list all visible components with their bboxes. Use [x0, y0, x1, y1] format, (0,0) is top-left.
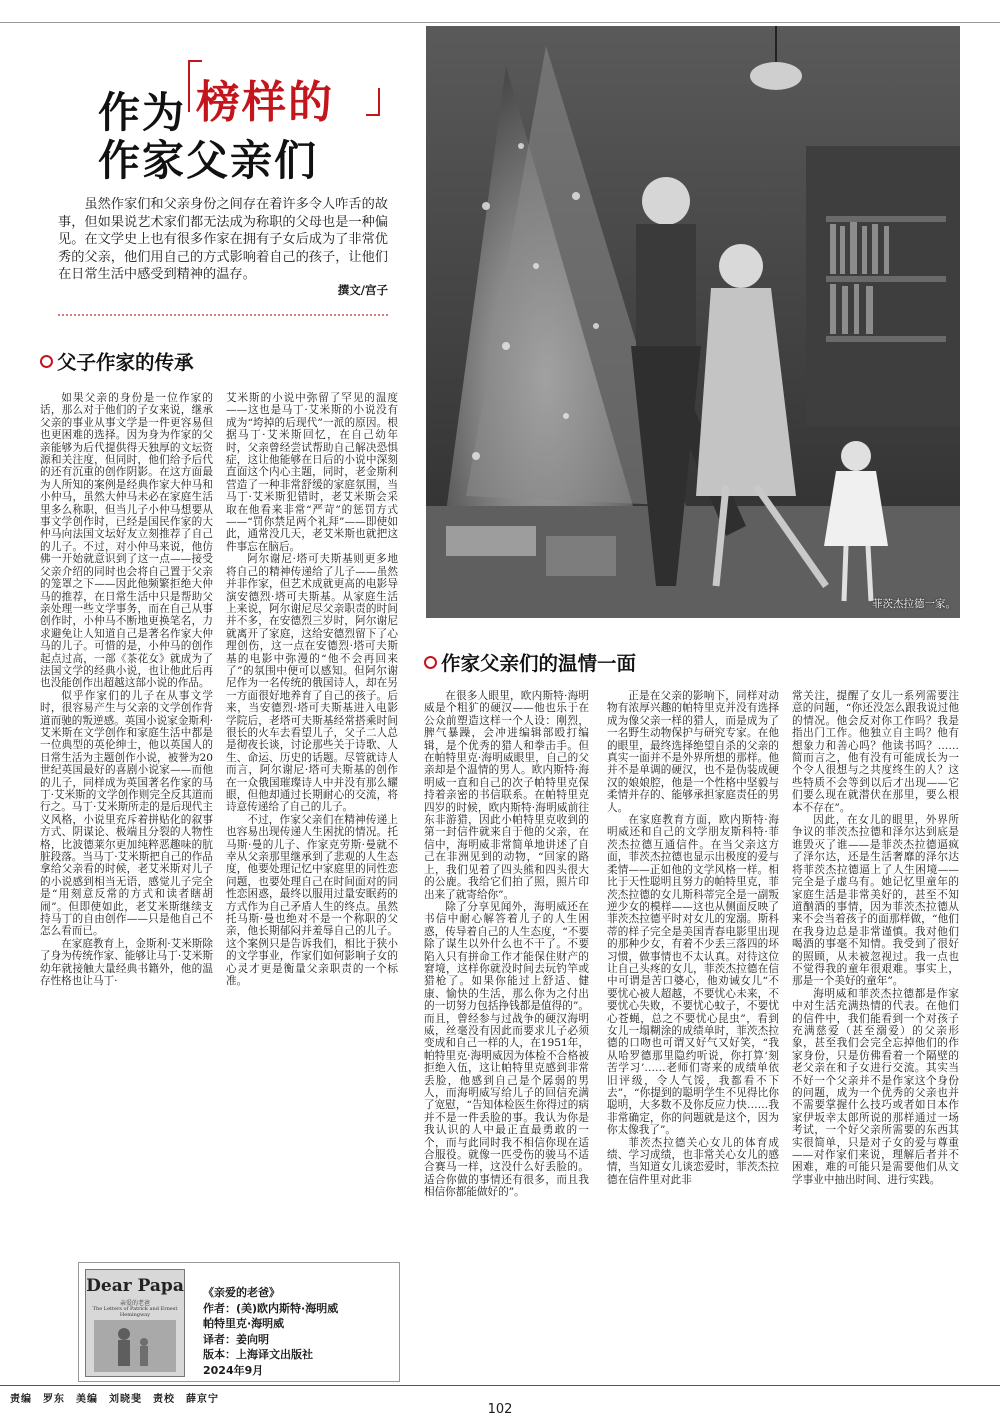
family-photo [426, 26, 960, 618]
book-author: 作者：(美)欧内斯特·海明威 [203, 1301, 339, 1315]
book-cover-subtitle-cn: 亲爱的老爸 [119, 1300, 150, 1307]
book-title: 《亲爱的老爸》 [203, 1286, 280, 1299]
paragraph: 似乎作家们的儿子在从事文学时，很容易产生与父亲的文学创作背道而驰的叛逆感。英国小说家金斯利·艾米斯在文学创作和家庭生活中都是一位典型的英伦绅士，他以英国人的日常生活为主题创作小说，被誉为20世纪英国最好的喜剧小说家——而他的儿子，同样成为英国著名作家的马丁·艾米斯的文学创作则完全反其道而行之。马丁·艾米斯所走的是后现代主义风格，小说里充斥着拼贴化的叙事方式、阴谋论、极端且分裂的人物性格，比波德莱尔更加纯粹恶趣味的肮脏段落。当马丁·艾米斯把自己的作品拿给父亲看的时候，老艾米斯对儿子的小说感到相当无语，感觉儿子完全是“用刻意反常的方式和读者瞎胡闹”。但即使如此，老艾米斯继续支持马丁的自由创作——只是他自己不怎么看而已。 [40, 689, 213, 938]
title-bracket-right [366, 88, 380, 116]
paragraph: 艾米斯的小说中弥留了罕见的温度——这也是马丁·艾米斯的小说没有成为“垮掉的后现代”一派的原因。根据马丁·艾米斯回忆，在自己幼年时，父亲曾经尝试帮助自己解决恐惧症，这让他能够在日后的小说中深刻直面这个内心主题，同时，老金斯利营造了一种非常舒缓的家庭氛围，当马丁·艾米斯犯错时，老艾米斯会采取在他看来非常“严苛”的惩罚方式——“罚你禁足两个礼拜”——即使如此，通常没几天，老艾米斯也就把这件事忘在脑后。 [226, 392, 398, 553]
paragraph: 不过，作家父亲们在精神传递上也容易出现传递人生困扰的情况。托马斯·曼的儿子、作家克劳斯·曼就不幸从父亲那里继承到了悲观的人生态度，他要处理记忆中家庭里的同性恋问题，也要处理自己在时间面对的同性恋困惑，最终以服用过量安眠药的方式作为自己矛盾人生的终点。虽然托马斯·曼也绝对不是一个称职的父亲，他长期郁闷并羞辱自己的儿子。这个案例只是告诉我们，相比于狭小的文学事业，作家们如何影响子女的心灵才更是衡量父亲职责的一个标准。 [226, 813, 398, 988]
paragraph: 阿尔谢尼·塔可夫斯基则更多地将自己的精神传递给了儿子——虽然并非作家，但艺术成就更高的电影导演安德烈·塔可夫斯基。从家庭生活上来说，阿尔谢尼尽父亲职责的时间并不多，在安德烈三岁时，阿尔谢尼就离开了家庭，这给安德烈留下了心理创伤，这一点在安德烈·塔可夫斯基的电影中弥漫的“他不会再回来了”的氛围中便可以感知。但阿尔谢尼作为一名传统的俄国诗人，却在另一方面很好地养育了自己的孩子。后来，当安德烈·塔可夫斯基进入电影学院后，老塔可夫斯基经常搭乘时间很长的火车去看望儿子，父子二人总是彻夜长谈，讨论那些关于诗歌、人生、命运、历史的话题。尽管就诗人而言，阿尔谢尼·塔可夫斯基的创作在一众俄国璀璨诗人中并没有那么耀眼，但他却通过长期耐心的交流，将诗意传递给了自己的儿子。 [226, 553, 398, 814]
text-column-4 [607, 690, 779, 1374]
article-title [98, 62, 398, 185]
paragraph: 在家庭教育上，金斯利·艾米斯除了身为传统作家、能够让马丁·艾米斯幼年就接触大量经典书籍外，他的温存性格也让马丁· [40, 937, 213, 988]
section-heading-1-text: 父子作家的传承 [57, 351, 194, 374]
photo-caption: 菲茨杰拉德一家。 [872, 598, 956, 610]
top-rule [0, 22, 1000, 23]
paragraph: 在很多人眼里，欧内斯特·海明威是个粗犷的硬汉——他也乐于在公众前塑造这样一个人设：刚烈，脾气暴躁，会冲进编辑部殴打编辑，是个优秀的猎人和拳击手。但在帕特里克·海明威眼里，自己的父亲却是个温情的男人。欧内斯特·海明威一直和自己的次子帕特里克保持着亲密的书信联系。在帕特里克四岁的时候，欧内斯特·海明威前往东非游猎，因此小帕特里克收到的第一封信件就来自于他的父亲，在信中，海明威非常简单地讲述了自己在非洲见到的动物，“回家的路上，我们见着了四头熊和四头很大的公鹿。我给它们拍了照，照片印出来了就寄给你”。 [424, 690, 589, 901]
book-publisher: 版本：上海译文出版社 [203, 1348, 313, 1361]
paragraph: 除了分享见闻外，海明威还在书信中耐心解答着儿子的人生困惑，传导着自己的人生态度，“不要除了谋生以外什么也不干了。不要陷入只有拼命工作才能保住财产的窘境，这样你就没时间去玩钓竿或猎枪了。如果你能过上舒适、健康、愉快的生活，那么你为之付出的一切努力包括挣钱都是值得的”。而且，曾经参与过战争的硬汉海明威，丝毫没有因此而要求儿子必须变成和自己一样的人，在1951年，帕特里克·海明威因为体检不合格被拒绝入伍，这让帕特里克感到非常丢脸，他感到自己是个孱弱的男人，而海明威写给儿子的回信充满了宽慰，“告知体检医生你得过的病并不是一件丢脸的事。我认为你是我认识的人中最正直最勇敢的一个，而与此同时我不相信你现在适合服役。就像一匹受伤的骏马不适合赛马一样，这没什么好丢脸的。适合你做的事情还有很多，而且我相信你都能做好的”。 [424, 900, 589, 1199]
paragraph: 海明威和菲茨杰拉德都是作家中对生活充满热情的代表。在他们的信件中，我们能看到一个对孩子充满慈爱（甚至溺爱）的父亲形象，甚至我们会完全忘掉他们的作家身份，只是仿佛看着一个隔壁的老父亲在和子女进行交流。其实当不好一个父亲并不是作家这个身份的问题，成为一个优秀的父亲也并不需要掌握什么技巧或者如日本作家伊坂幸太郎所说的那样通过一场考试，一个好父亲所需要的东西其实很简单，只是对子女的爱与尊重——对作家们来说，理解后者并不困难，难的可能只是需要他们从文学事业中抽出时间、进行实践。 [792, 987, 959, 1186]
paragraph: 菲茨杰拉德关心女儿的体育成绩、学习成绩，也非常关心女儿的感情，当知道女儿谈恋爱时，菲茨杰拉德在信件里对此非 [607, 1136, 779, 1186]
text-column-3 [424, 690, 589, 1374]
section-heading-1 [40, 347, 194, 375]
book-cover [85, 1269, 185, 1377]
paragraph: 常关注，提醒了女儿一系列需要注意的问题，“你还没怎么跟我说过他的情况。他会反对你工作吗？我是指出门工作。他独立自主吗？他有想象力和善心吗？他读书吗？……简而言之，他有没有可能成长为一个令人很想与之共度终生的人？这些特质不会等到以后才出现——它们要么现在就潜伏在那里，要么根本不存在”。 [792, 690, 959, 814]
book-date: 2024年9月 [203, 1363, 264, 1377]
circle-bullet-icon [40, 355, 53, 368]
text-column-2 [226, 392, 398, 1274]
text-column-5 [792, 690, 959, 1374]
title-highlight: 榜样的 [196, 77, 334, 128]
book-cover-subtitle-en: The Letters of Patrick and Ernest Hemingway [92, 1306, 178, 1318]
photo-illustration [426, 26, 960, 618]
book-details [203, 1285, 393, 1378]
book-cover-title: Dear Papa [86, 1276, 184, 1296]
page-number: 102 [487, 1402, 513, 1417]
editor-credits: 责编 罗东 美编 刘晓斐 责校 薛京宁 [10, 1394, 219, 1405]
byline: 撰文/宫子 [337, 283, 388, 297]
circle-bullet-icon [424, 656, 437, 669]
paragraph: 正是在父亲的影响下，同样对动物有浓厚兴趣的帕特里克并没有选择成为像父亲一样的猎人，而是成为了一名野生动物保护与研究专家。在他的眼里，最终选择绝望自杀的父亲的真实一面并不是外界所想的那样。他并不是单调的硬汉，也不是伪装成硬汉的娘娘腔，他是一个性格中坚毅与柔情并存的、能够承担家庭责任的男人。 [607, 690, 779, 814]
lead-paragraph: 虽然作家们和父亲身份之间存在着许多令人咋舌的故事，但如果说艺术家们都无法成为称职的父母也是一种偏见。在文学史上也有很多作家在拥有子女后成为了非常优秀的父亲，他们用自己的方式影响着自己的孩子，让他们在日常生活中感受到精神的温存。 [58, 197, 388, 283]
book-info-box [78, 1262, 400, 1382]
paragraph: 如果父亲的身份是一位作家的话，那么对于他们的子女来说，继承父亲的事业从事文学是一件更容易但也更困难的选择。因为身为作家的父亲能够为后代提供得天独厚的文坛资源和关注度，但同时，他们给予后代的还有沉重的创作阴影。在这方面最为人所知的案例是经典作家大仲马和小仲马，虽然大仲马未必在家庭生活里多么称职，但当儿子小仲马想要从事文学创作时，已经是国民作家的大仲马向法国文坛好友立刻推荐了自己的儿子。不过，对小仲马来说，他仿佛一开始就意识到了这一点——接受父亲介绍的同时也会将自己置于父亲的笼罩之下——因此他频繁拒绝大仲马的推荐，在日常生活中只是帮助父亲处理一些文学事务，而在自己从事创作时，小仲马不断地更换笔名，力求避免让人知道自己是著名作家大仲马的儿子。可惜的是，小仲马的创作起点过高，一部《茶花女》就成为了法国文学的经典小说，也让他此后再也没能创作出超越这部小说的作品。 [40, 392, 213, 690]
title-line-2: 作家父亲们 [98, 136, 319, 185]
paragraph: 因此，在女儿的眼里，外界所争议的菲茨杰拉德和泽尔达到底是谁毁灭了谁——是菲茨杰拉德逼疯了泽尔达，还是生活奢靡的泽尔达将菲茨杰拉德逼上了人生困境——完全是子虚乌有。她记忆里童年的家庭生活是非常美好的，甚至不知道酗酒的事情，因为菲茨杰拉德从来不会当着孩子的面那样做，“他们在我身边总是非常谨慎。我对他们喝酒的事毫不知情。我受到了很好的照顾，从未被忽视过。我一点也不觉得我的童年很艰难。事实上，那是一个美好的童年”。 [792, 814, 959, 988]
section-heading-2-text: 作家父亲们的温情一面 [441, 652, 637, 675]
dotted-divider [58, 314, 388, 316]
text-column-1 [40, 392, 213, 1274]
section-heading-2 [424, 648, 636, 676]
book-cover-photo [86, 1316, 184, 1376]
book-translator: 译者：姜向明 [203, 1332, 269, 1346]
paragraph: 在家庭教育方面，欧内斯特·海明威还和自己的文学朋友斯科特·菲茨杰拉德互通信件。在当父亲这方面，菲茨杰拉德也显示出极度的爱与柔情——正如他的文学风格一样。相比于天性聪明且努力的帕特里克，菲茨杰拉德的女儿斯科蒂完全是一副叛逆少女的模样——这也从侧面反映了菲茨杰拉德平时对女儿的宠溺。斯科蒂的样子完全是美国青春电影里出现的那种少女，有着不少丢三落四的坏习惯，做事情也不太认真。对待这位让自己头疼的女儿，菲茨杰拉德在信中可谓是苦口婆心，他劝诫女儿“不要忧心被人超越，不要忧心未来，不要忧心失败，不要忧心蚊子，不要忧心苍蝇，总之不要忧心昆虫”，看到女儿一塌糊涂的成绩单时，菲茨杰拉德的口吻也可谓又好气又好笑，“我从哈罗德那里隐约听说，你打算‘刻苦学习’……老师们寄来的成绩单依旧评级，令人气馁，我都看不下去”，“你提到的聪明学生不见得比你聪明，大多数不及你反应力快……我非常确定，你的问题就是这个，因为你太像我了”。 [607, 814, 779, 1137]
footer-rule [0, 1385, 1000, 1386]
title-prefix: 作为 [98, 88, 187, 137]
book-coauthor: 帕特里克·海明威 [203, 1317, 285, 1330]
